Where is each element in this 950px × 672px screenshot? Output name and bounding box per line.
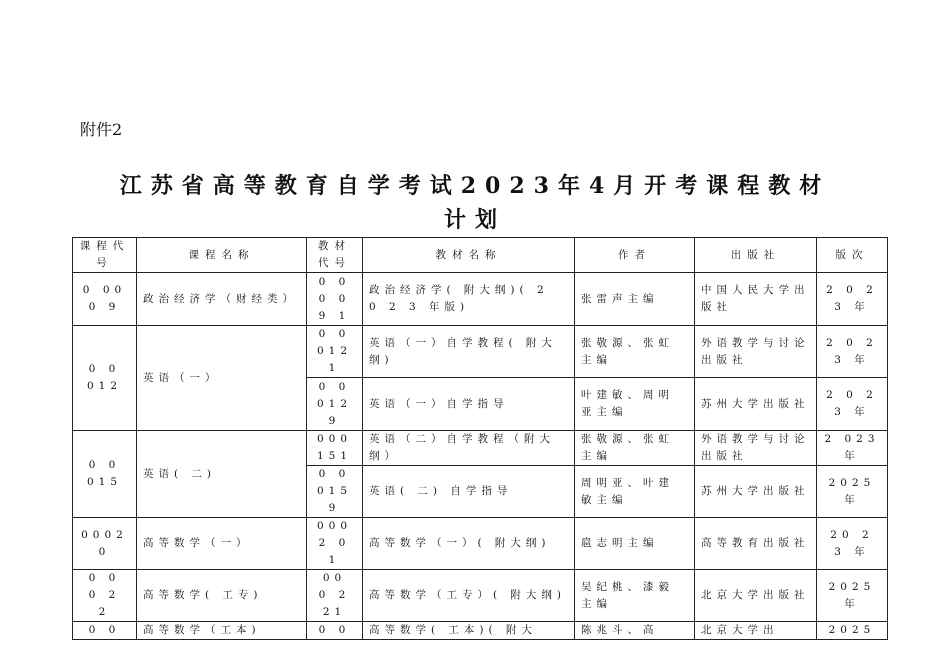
attachment-label: 附件2 <box>80 120 123 139</box>
book-name: 英语（一）自学指导 <box>363 378 575 431</box>
publisher: 苏州大学出版社 <box>695 466 817 518</box>
course-name: 英语（一） <box>137 326 307 431</box>
table-row <box>73 273 888 326</box>
header-author: 作者 <box>575 238 695 273</box>
header-edition: 版次 <box>817 238 888 273</box>
title-line-2: 计划 <box>443 207 506 233</box>
author: 陈兆斗、高 <box>575 622 695 640</box>
publisher: 北京大学出 <box>695 622 817 640</box>
header-book-code: 教材代号 <box>307 238 363 273</box>
edition: 2025 <box>817 622 888 640</box>
publisher: 外语教学与讨论出版社 <box>695 326 817 378</box>
author: 张雷声主编 <box>575 273 695 326</box>
book-code: 0 0 012 9 <box>307 378 363 431</box>
course-name: 政治经济学（财经类） <box>137 273 307 326</box>
header-publisher: 出版社 <box>695 238 817 273</box>
author: 周明亚、叶建敏主编 <box>575 466 695 518</box>
table-row <box>73 431 888 466</box>
course-code: 0 0 0 2 2 <box>73 570 137 622</box>
table-row <box>73 326 888 378</box>
edition: 2 023 年 <box>817 431 888 466</box>
book-name: 高等数学（一）( 附大纲) <box>363 518 575 570</box>
book-code: 00 0 2 21 <box>307 570 363 622</box>
author: 叶建敏、周明亚主编 <box>575 378 695 431</box>
publisher: 北京大学出版社 <box>695 570 817 622</box>
publisher: 苏州大学出版社 <box>695 378 817 431</box>
table-header-row <box>73 238 888 273</box>
author: 扈志明主编 <box>575 518 695 570</box>
course-code: 0 0 <box>73 622 137 640</box>
header-book-name: 教材名称 <box>363 238 575 273</box>
book-name: 政治经济学( 附大纲)( 2 0 2 3 年版) <box>363 273 575 326</box>
course-code: 0 0 012 <box>73 326 137 431</box>
table-row <box>73 570 888 622</box>
book-name: 英语( 二) 自学指导 <box>363 466 575 518</box>
book-name: 高等数学( 工本)( 附大 <box>363 622 575 640</box>
book-name: 英语（一）自学教程( 附大纲) <box>363 326 575 378</box>
author: 张敬源、张虹主编 <box>575 431 695 466</box>
book-name: 高等数学（工专）( 附大纲) <box>363 570 575 622</box>
book-code: 000 2 01 <box>307 518 363 570</box>
edition: 2 0 2 3 年 <box>817 378 888 431</box>
course-name: 英语( 二) <box>137 431 307 518</box>
publisher: 高等教育出版社 <box>695 518 817 570</box>
publisher: 外语教学与讨论出版社 <box>695 431 817 466</box>
book-code: 0 0 0159 <box>307 466 363 518</box>
book-code: 0 0 0 0 9 1 <box>307 273 363 326</box>
course-code: 00020 <box>73 518 137 570</box>
book-code: 0 0 0121 <box>307 326 363 378</box>
table-row <box>73 518 888 570</box>
title-line-1: 江苏省高等教育自学考试2023年4月开考课程教材 <box>119 173 831 199</box>
course-name: 高等数学（一） <box>137 518 307 570</box>
author: 张敬源、张虹主编 <box>575 326 695 378</box>
publisher: 中国人民大学出版社 <box>695 273 817 326</box>
header-course-code: 课程代号 <box>73 238 137 273</box>
course-name: 高等数学( 工专) <box>137 570 307 622</box>
book-name: 英语（二）自学教程（附大纲） <box>363 431 575 466</box>
edition: 2 0 23 年 <box>817 273 888 326</box>
author: 吴纪桃、漆毅主编 <box>575 570 695 622</box>
document-title <box>75 170 875 236</box>
header-course-name: 课程名称 <box>137 238 307 273</box>
edition: 2025 年 <box>817 466 888 518</box>
book-code: 000151 <box>307 431 363 466</box>
edition: 20 2 3 年 <box>817 518 888 570</box>
course-name: 高等数学（工本) <box>137 622 307 640</box>
edition: 2 0 23 年 <box>817 326 888 378</box>
table-row <box>73 622 888 640</box>
textbook-plan-table <box>72 237 888 640</box>
course-code: 0 0 015 <box>73 431 137 518</box>
edition: 2025 年 <box>817 570 888 622</box>
course-code: 0 00 0 9 <box>73 273 137 326</box>
book-code: 0 0 <box>307 622 363 640</box>
